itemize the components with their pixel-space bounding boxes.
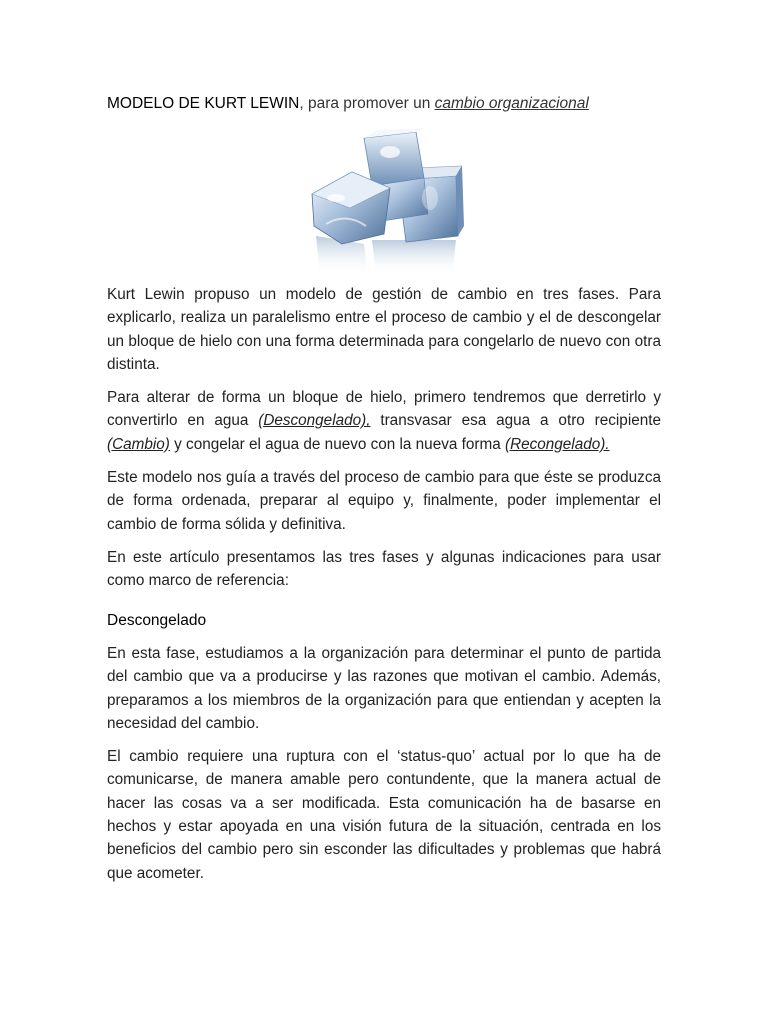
paragraph-text: y congelar el agua de nuevo con la nueva forma bbox=[169, 435, 505, 453]
document-subtitle: , para promover un bbox=[299, 95, 435, 112]
title-emphasis: cambio organizacional bbox=[434, 95, 589, 112]
intro-paragraph-2 bbox=[107, 386, 661, 456]
term-descongelado: (Descongelado), bbox=[258, 412, 371, 430]
intro-section bbox=[107, 283, 661, 603]
document-heading bbox=[107, 94, 589, 114]
section-paragraph-1: En esta fase, estudiamos a la organización para determinar el punto de partida del cambio que va a producirse y las razones que motivan el cambio. Además, preparamos a los miembros de la organización para que entiendan y acepten la necesidad del cambio. bbox=[107, 645, 661, 732]
paragraph-text: Para alterar de forma un bloque de hielo, primero tendremos que derretirlo y convertirlo en agua bbox=[107, 389, 661, 430]
section-body bbox=[107, 642, 661, 895]
paragraph-text: transvasar esa agua a otro recipiente bbox=[370, 412, 661, 430]
intro-paragraph-1: Kurt Lewin propuso un modelo de gestión de cambio en tres fases. Para explicarlo, realiza un paralelismo entre el proceso de cambio y el de descongelar un bloque de hielo con una forma determinada para congelarlo de nuevo con otra distinta. bbox=[107, 286, 661, 373]
document-title: MODELO DE KURT LEWIN bbox=[107, 95, 300, 112]
section-heading: Descongelado bbox=[107, 612, 207, 629]
term-cambio: (Cambio) bbox=[107, 435, 170, 453]
section-paragraph-2: El cambio requiere una ruptura con el ‘status-quo’ actual por lo que ha de comunicarse, de manera amable pero contundente, que la manera actual de hacer las cosas va a ser modificada. Esta comunicación ha de basarse en hechos y estar apoyada en una visión futura de la situación, centrada en los beneficios del cambio pero sin esconder las dificultades y problemas que habrá que acometer. bbox=[107, 748, 661, 882]
ice-cubes-illustration bbox=[306, 128, 464, 278]
intro-paragraph-3: Este modelo nos guía a través del proceso de cambio para que éste se produzca de forma ordenada, preparar al equipo y, finalmente, poder implementar el cambio de forma sólida y definitiva. bbox=[107, 469, 661, 533]
term-recongelado: (Recongelado). bbox=[504, 435, 610, 453]
intro-paragraph-4: En este artículo presentamos las tres fases y algunas indicaciones para usar como marco de referencia: bbox=[107, 548, 661, 590]
